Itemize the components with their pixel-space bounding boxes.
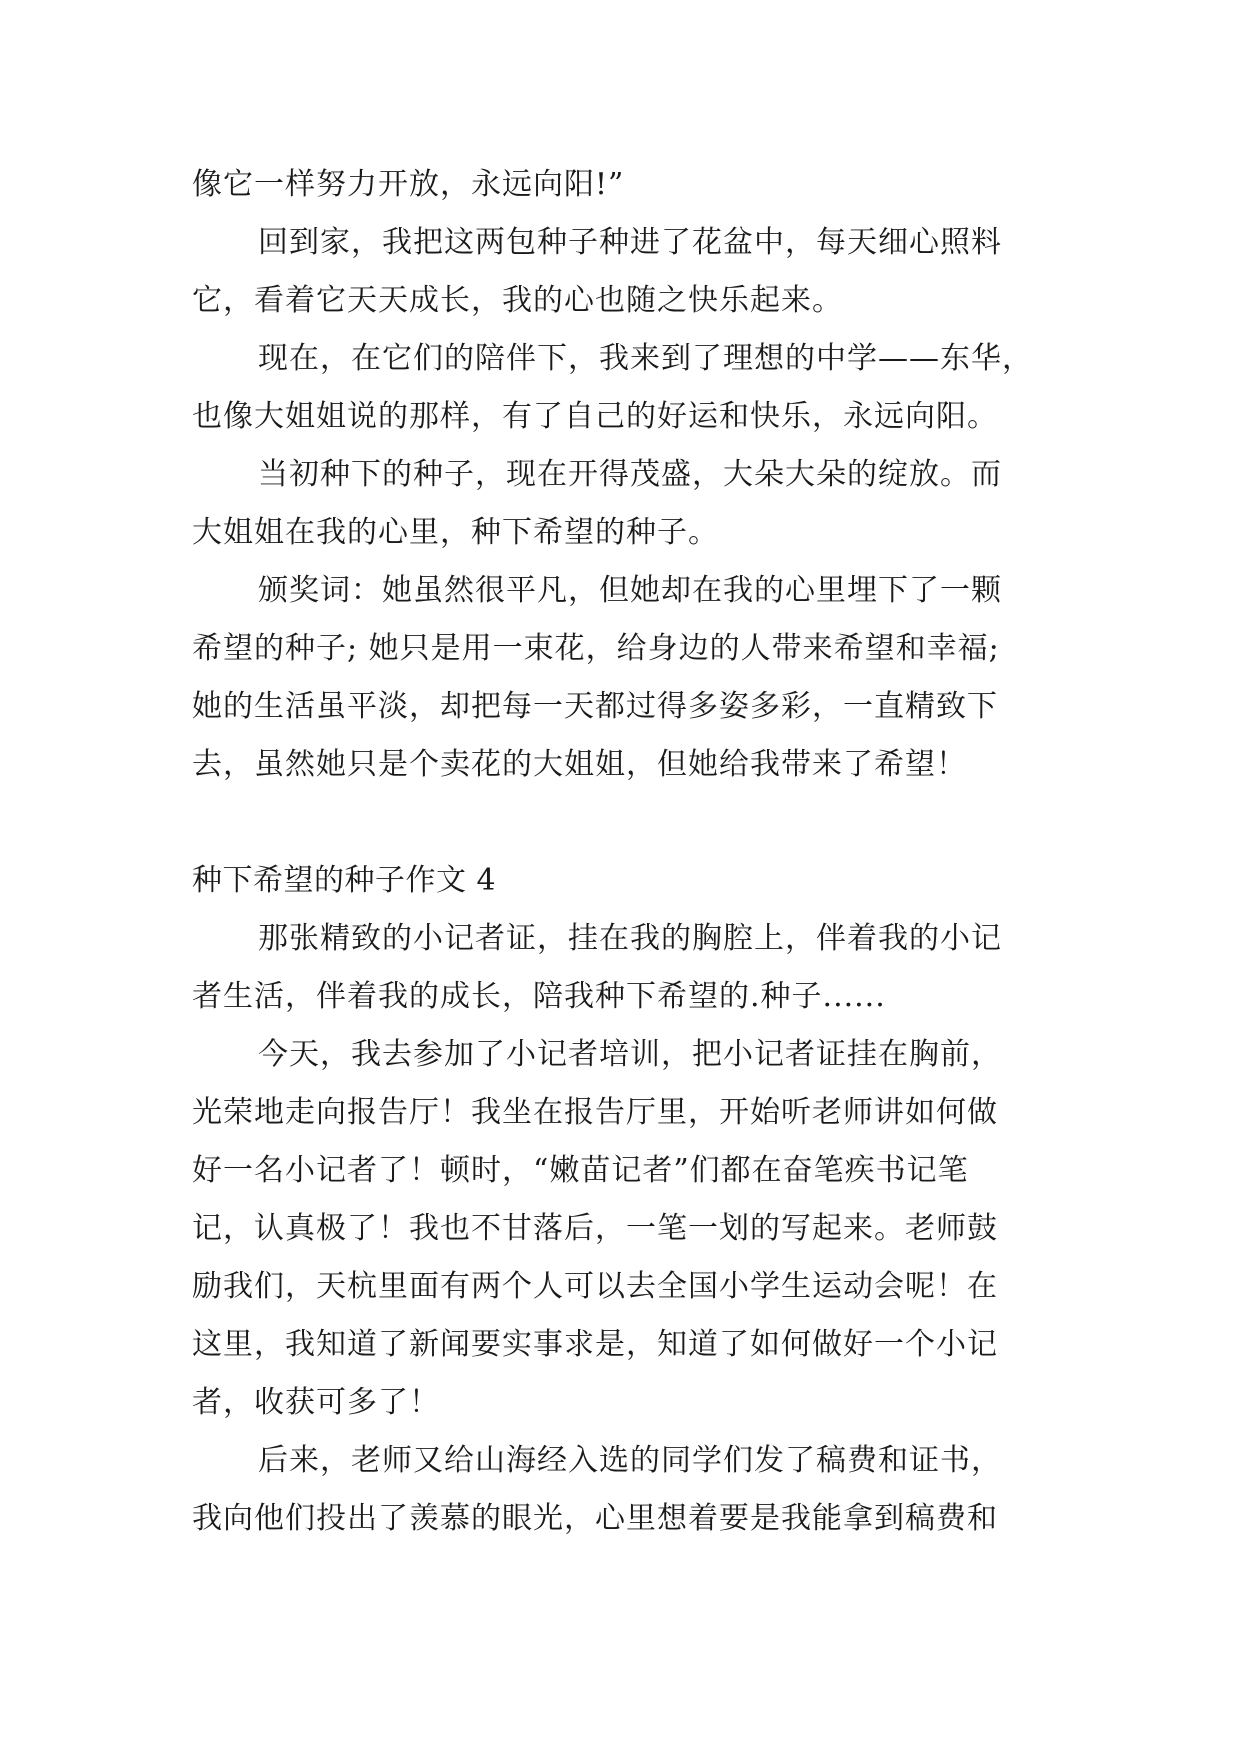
text-line: 她的生活虽平淡，却把每一天都过得多姿多彩，一直精致下 xyxy=(192,689,998,724)
text-line: 也像大姐姐说的那样，有了自己的好运和快乐，永远向阳。 xyxy=(192,399,998,434)
paragraph-first-line: 当初种下的种子，现在开得茂盛，大朵大朵的绽放。而 xyxy=(258,457,1002,492)
text-line: 希望的种子; 她只是用一束花，给身边的人带来希望和幸福; xyxy=(192,631,1000,666)
text-line: 我向他们投出了羡慕的眼光，心里想着要是我能拿到稿费和 xyxy=(192,1501,998,1536)
text-line: 记，认真极了！我也不甘落后，一笔一划的写起来。老师鼓 xyxy=(192,1211,998,1246)
text-line: 励我们，天杭里面有两个人可以去全国小学生运动会呢！在 xyxy=(192,1269,998,1304)
paragraph-first-line: 后来，老师又给山海经入选的同学们发了稿费和证书， xyxy=(258,1443,1002,1478)
text-line: 它，看着它天天成长，我的心也随之快乐起来。 xyxy=(192,283,843,318)
text-line: 好一名小记者了！顿时，“嫩苗记者”们都在奋笔疾书记笔 xyxy=(192,1153,969,1188)
paragraph-first-line: 回到家，我把这两包种子种进了花盆中，每天细心照料 xyxy=(258,225,1002,260)
text-line: 者，收获可多了！ xyxy=(192,1385,440,1420)
paragraph-first-line: 今天，我去参加了小记者培训，把小记者证挂在胸前， xyxy=(258,1037,1002,1072)
document-body xyxy=(192,156,1067,1548)
paragraph-first-line: 那张精致的小记者证，挂在我的胸腔上，伴着我的小记 xyxy=(258,921,1002,956)
paragraph-first-line: 现在，在它们的陪伴下，我来到了理想的中学——东华， xyxy=(258,341,1033,376)
text-line: 像它一样努力开放，永远向阳!” xyxy=(192,167,625,202)
text-line: 者生活，伴着我的成长，陪我种下希望的.种子...... xyxy=(192,979,886,1014)
text-line: 这里，我知道了新闻要实事求是，知道了如何做好一个小记 xyxy=(192,1327,998,1362)
text-line: 光荣地走向报告厅！我坐在报告厅里，开始听老师讲如何做 xyxy=(192,1095,998,1130)
section-heading: 种下希望的种子作文 4 xyxy=(192,863,497,898)
text-line: 去，虽然她只是个卖花的大姐姐，但她给我带来了希望！ xyxy=(192,747,967,782)
paragraph-first-line: 颁奖词：她虽然很平凡，但她却在我的心里埋下了一颗 xyxy=(258,573,1002,608)
text-line: 大姐姐在我的心里，种下希望的种子。 xyxy=(192,515,719,550)
